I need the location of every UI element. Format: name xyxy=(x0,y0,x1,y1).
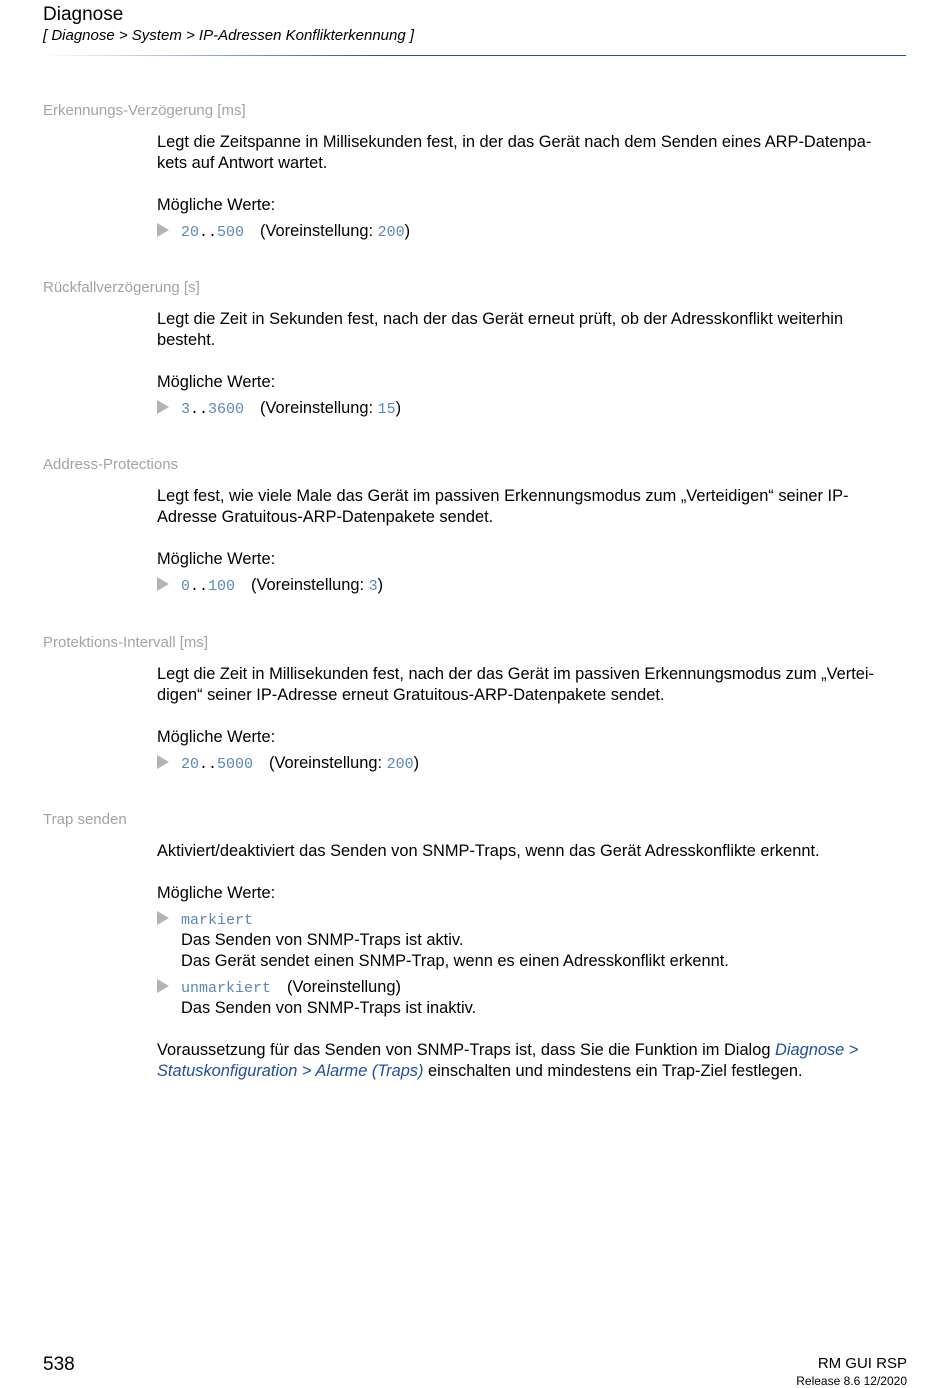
bullet-triangle-icon xyxy=(157,223,169,237)
default-value: 3 xyxy=(368,578,378,595)
default-value: 15 xyxy=(377,401,396,418)
default-suffix: ) xyxy=(404,222,411,240)
page-number: 538 xyxy=(43,1354,75,1375)
description-line: Legt fest, wie viele Male das Gerät im passiven Erkennungsmodus zum „Verteidigen“ seiner IP- xyxy=(157,487,849,505)
possible-values-label: Mögliche Werte: xyxy=(157,884,276,902)
section-description xyxy=(157,664,907,706)
section-title: Address-Protections xyxy=(43,456,179,473)
section-title: Erkennungs-Verzögerung [ms] xyxy=(43,102,246,119)
possible-values-label: Mögliche Werte: xyxy=(157,373,276,391)
description-line: Legt die Zeit in Sekunden fest, nach der das Gerät erneut prüft, ob der Adresskonflikt weiterhin xyxy=(157,310,844,328)
bullet-triangle-icon xyxy=(157,755,169,769)
section-description xyxy=(157,486,907,528)
document-name: RM GUI RSP xyxy=(817,1355,907,1372)
range-max: 100 xyxy=(208,578,236,595)
default-suffix: ) xyxy=(377,576,384,594)
default-value: 200 xyxy=(386,756,414,773)
section-title: Rückfallverzögerung [s] xyxy=(43,279,200,296)
bullet-triangle-icon xyxy=(157,400,169,414)
description-line: besteht. xyxy=(157,331,216,349)
range-min: 20 xyxy=(181,756,200,773)
header-divider xyxy=(43,55,906,56)
description-line: Adresse Gratuitous-ARP-Datenpakete sendet. xyxy=(157,508,494,526)
section-description: Aktiviert/deaktiviert das Senden von SNMP-Traps, wenn das Gerät Adresskonflikte erkennt. xyxy=(157,842,820,860)
range-separator: .. xyxy=(190,578,209,595)
option-default-label: (Voreinstellung) xyxy=(287,978,401,996)
range-separator: .. xyxy=(190,401,209,418)
default-prefix: (Voreinstellung: xyxy=(260,399,378,417)
range-min: 3 xyxy=(181,401,191,418)
note-text: einschalten und mindestens ein Trap-Ziel festlegen. xyxy=(423,1062,803,1080)
description-line: Legt die Zeitspanne in Millisekunden fest, in der das Gerät nach dem Senden eines ARP-Datenpa- xyxy=(157,133,872,151)
value-range-item xyxy=(157,398,401,420)
possible-values-label: Mögliche Werte: xyxy=(157,196,276,214)
bullet-triangle-icon xyxy=(157,979,169,993)
release-info: Release 8.6 12/2020 xyxy=(796,1374,907,1388)
bullet-triangle-icon xyxy=(157,911,169,925)
range-separator: .. xyxy=(199,756,218,773)
description-line: digen“ seiner IP-Adresse erneut Gratuitous-ARP-Datenpakete sendet. xyxy=(157,686,665,704)
note-text: Voraussetzung für das Senden von SNMP-Traps ist, dass Sie die Funktion im Dialog xyxy=(157,1041,775,1059)
possible-values-label: Mögliche Werte: xyxy=(157,728,276,746)
default-prefix: (Voreinstellung: xyxy=(260,222,378,240)
breadcrumb: [ Diagnose > System > IP-Adressen Konflikterkennung ] xyxy=(43,27,415,44)
option-value: markiert xyxy=(181,912,254,929)
option-description: Das Gerät sendet einen SNMP-Trap, wenn es einen Adresskonflikt erkennt. xyxy=(181,952,729,970)
section-description xyxy=(157,132,907,174)
range-max: 500 xyxy=(217,224,245,241)
default-suffix: ) xyxy=(413,754,420,772)
section-title: Protektions-Intervall [ms] xyxy=(43,634,209,651)
default-value: 200 xyxy=(377,224,405,241)
dialog-link-diagnose[interactable]: Diagnose > xyxy=(775,1041,859,1059)
section-description xyxy=(157,309,907,351)
value-range-item xyxy=(157,575,383,597)
value-range-item xyxy=(157,753,419,775)
option-unmarkiert xyxy=(157,977,401,999)
option-description: Das Senden von SNMP-Traps ist inaktiv. xyxy=(181,999,477,1017)
range-max: 5000 xyxy=(217,756,254,773)
prerequisite-note xyxy=(157,1040,907,1082)
default-prefix: (Voreinstellung: xyxy=(269,754,387,772)
option-markiert xyxy=(157,909,253,931)
range-min: 0 xyxy=(181,578,191,595)
option-value: unmarkiert xyxy=(181,980,272,997)
page-header-title: Diagnose xyxy=(43,4,124,25)
default-suffix: ) xyxy=(395,399,402,417)
range-max: 3600 xyxy=(208,401,245,418)
default-prefix: (Voreinstellung: xyxy=(251,576,369,594)
description-line: kets auf Antwort wartet. xyxy=(157,154,328,172)
section-title: Trap senden xyxy=(43,811,127,828)
range-separator: .. xyxy=(199,224,218,241)
value-range-item xyxy=(157,221,410,243)
description-line: Legt die Zeit in Millisekunden fest, nach der das Gerät im passiven Erkennungsmodus zum „Vertei- xyxy=(157,665,874,683)
option-description: Das Senden von SNMP-Traps ist aktiv. xyxy=(181,931,464,949)
range-min: 20 xyxy=(181,224,200,241)
dialog-link-alarme-traps[interactable]: Statuskonfiguration > Alarme (Traps) xyxy=(157,1062,424,1080)
possible-values-label: Mögliche Werte: xyxy=(157,550,276,568)
bullet-triangle-icon xyxy=(157,577,169,591)
